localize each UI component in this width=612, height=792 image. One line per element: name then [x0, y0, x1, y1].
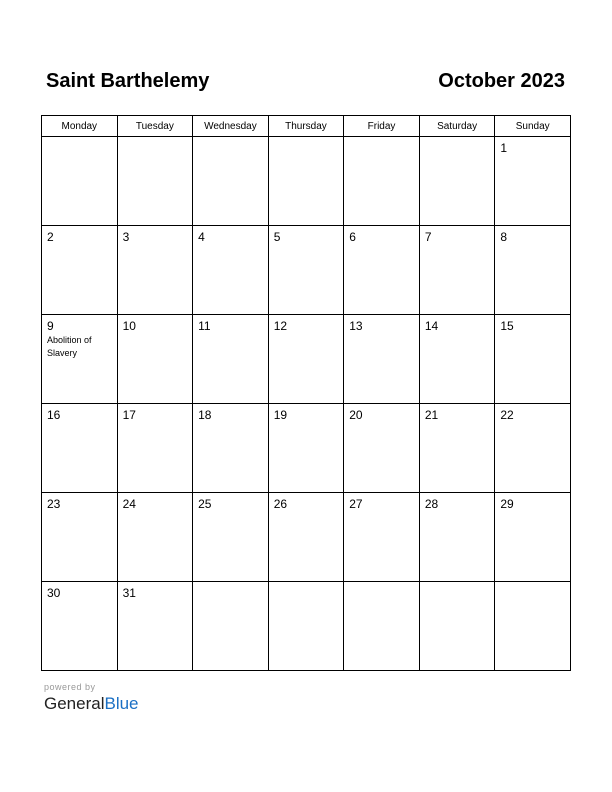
day-number: 16 — [47, 408, 61, 422]
day-cell — [495, 582, 571, 671]
day-cell — [344, 226, 420, 315]
day-number: 8 — [500, 230, 508, 244]
day-number: 9 — [47, 319, 54, 333]
weekday-wednesday: Wednesday — [193, 116, 269, 137]
day-number — [118, 137, 193, 141]
day-cell — [193, 404, 269, 493]
day-cell — [268, 137, 344, 226]
footer-branding — [44, 682, 139, 714]
day-number: 7 — [424, 230, 432, 244]
week-row — [42, 493, 571, 582]
day-number — [193, 137, 268, 141]
day-cell — [42, 226, 118, 315]
week-row — [42, 315, 571, 404]
weekday-header-row — [42, 116, 571, 137]
day-number: 18 — [198, 408, 212, 422]
region-title: Saint Barthelemy — [46, 70, 210, 92]
week-row — [42, 404, 571, 493]
day-cell — [344, 137, 420, 226]
day-cell — [495, 493, 571, 582]
day-cell — [419, 582, 495, 671]
day-cell — [42, 582, 118, 671]
weekday-monday: Monday — [42, 116, 118, 137]
powered-by-label: powered by — [44, 682, 96, 692]
day-number: 24 — [122, 497, 136, 511]
day-number — [420, 582, 495, 586]
brand-general-text: General — [44, 694, 105, 713]
day-number — [420, 137, 495, 141]
day-cell — [344, 582, 420, 671]
day-number — [42, 137, 117, 141]
day-cell — [344, 404, 420, 493]
day-number: 29 — [500, 497, 514, 511]
day-number: 23 — [47, 497, 61, 511]
day-cell — [42, 315, 118, 404]
day-cell — [117, 582, 193, 671]
weekday-saturday: Saturday — [419, 116, 495, 137]
day-cell — [268, 315, 344, 404]
day-cell — [42, 404, 118, 493]
day-cell — [117, 404, 193, 493]
day-number — [193, 582, 268, 586]
day-cell — [344, 315, 420, 404]
weekday-sunday: Sunday — [495, 116, 571, 137]
day-cell — [268, 493, 344, 582]
day-number: 17 — [122, 408, 136, 422]
day-number — [269, 582, 344, 586]
calendar-header — [46, 70, 565, 98]
day-number — [495, 582, 570, 586]
day-cell — [193, 226, 269, 315]
day-number: 25 — [198, 497, 212, 511]
day-number: 13 — [349, 319, 363, 333]
brand-blue-text: Blue — [104, 694, 139, 713]
day-cell — [419, 137, 495, 226]
day-number: 1 — [500, 141, 508, 155]
week-row — [42, 226, 571, 315]
day-cell — [193, 315, 269, 404]
day-cell — [419, 226, 495, 315]
day-number: 11 — [198, 319, 211, 333]
day-cell — [344, 493, 420, 582]
day-number: 21 — [424, 408, 439, 422]
day-number: 30 — [47, 586, 61, 600]
day-cell — [419, 315, 495, 404]
day-cell — [419, 493, 495, 582]
month-calendar-grid — [41, 115, 571, 671]
day-number: 6 — [349, 230, 356, 244]
week-row — [42, 137, 571, 226]
holiday-label: Abolition of Slavery — [47, 335, 92, 358]
day-cell — [268, 582, 344, 671]
day-number: 31 — [122, 586, 136, 600]
day-cell — [117, 226, 193, 315]
day-cell — [268, 226, 344, 315]
day-cell — [268, 404, 344, 493]
day-cell — [495, 315, 571, 404]
day-cell — [117, 493, 193, 582]
day-cell — [42, 493, 118, 582]
day-cell — [495, 226, 571, 315]
generalblue-logo — [44, 694, 139, 714]
day-cell — [495, 404, 571, 493]
day-cell — [193, 493, 269, 582]
day-number: 15 — [500, 319, 514, 333]
day-number: 5 — [273, 230, 281, 244]
day-cell — [193, 137, 269, 226]
weekday-friday: Friday — [344, 116, 420, 137]
day-number: 10 — [122, 319, 136, 333]
day-number: 4 — [198, 230, 205, 244]
day-cell — [42, 137, 118, 226]
day-number: 14 — [424, 319, 439, 333]
day-number: 22 — [500, 408, 514, 422]
day-number — [344, 582, 419, 586]
day-cell — [495, 137, 571, 226]
day-number: 28 — [424, 497, 439, 511]
day-number: 19 — [273, 408, 288, 422]
day-number: 26 — [273, 497, 288, 511]
day-number: 12 — [273, 319, 288, 333]
weekday-thursday: Thursday — [268, 116, 344, 137]
day-number: 20 — [349, 408, 363, 422]
day-cell — [419, 404, 495, 493]
day-cell — [117, 315, 193, 404]
week-row — [42, 582, 571, 671]
day-number — [344, 137, 419, 141]
day-number: 2 — [47, 230, 54, 244]
day-cell — [193, 582, 269, 671]
weekday-tuesday: Tuesday — [117, 116, 193, 137]
day-cell — [117, 137, 193, 226]
day-number — [269, 137, 344, 141]
day-number: 3 — [122, 230, 130, 244]
month-title: October 2023 — [438, 70, 565, 92]
day-number: 27 — [349, 497, 363, 511]
